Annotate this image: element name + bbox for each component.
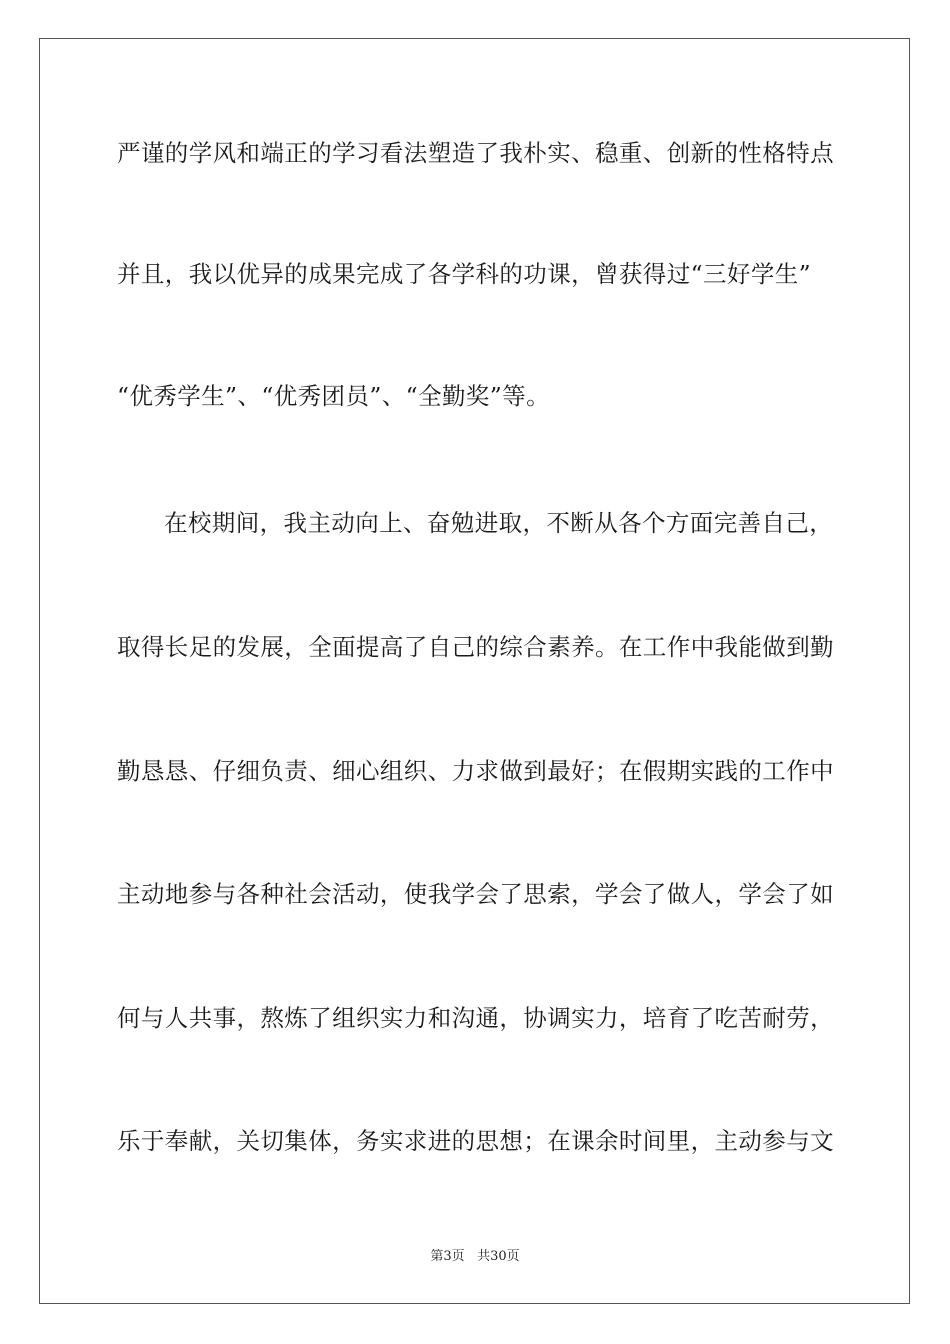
page-number: 第3页: [430, 1249, 465, 1264]
page-frame: [39, 38, 910, 1304]
body-text-line-6: 勤恳恳、仔细负责、细心组织、力求做到最好；在假期实践的工作中: [117, 757, 834, 785]
body-text-line-1: 严谨的学风和端正的学习看法塑造了我朴实、稳重、创新的性格特点: [117, 139, 834, 167]
body-text-line-3: “优秀学生”、“优秀团员”、“全勤奖”等。: [117, 382, 550, 410]
body-text-line-5: 取得长足的发展，全面提高了自己的综合素养。在工作中我能做到勤: [117, 633, 834, 661]
body-text-line-2: 并且，我以优异的成果完成了各学科的功课，曾获得过“三好学生”: [117, 260, 812, 288]
body-text-line-7: 主动地参与各种社会活动，使我学会了思索，学会了做人，学会了如: [117, 880, 834, 908]
body-text-line-4: 在校期间，我主动向上、奋勉进取，不断从各个方面完善自己，: [164, 509, 834, 537]
page-total: 共30页: [477, 1249, 520, 1264]
body-text-line-8: 何与人共事，熬炼了组织实力和沟通，协调实力，培育了吃苦耐劳，: [117, 1004, 834, 1032]
body-text-line-9: 乐于奉献，关切集体，务实求进的思想；在课余时间里，主动参与文: [117, 1127, 834, 1155]
page-footer: [0, 1248, 950, 1266]
